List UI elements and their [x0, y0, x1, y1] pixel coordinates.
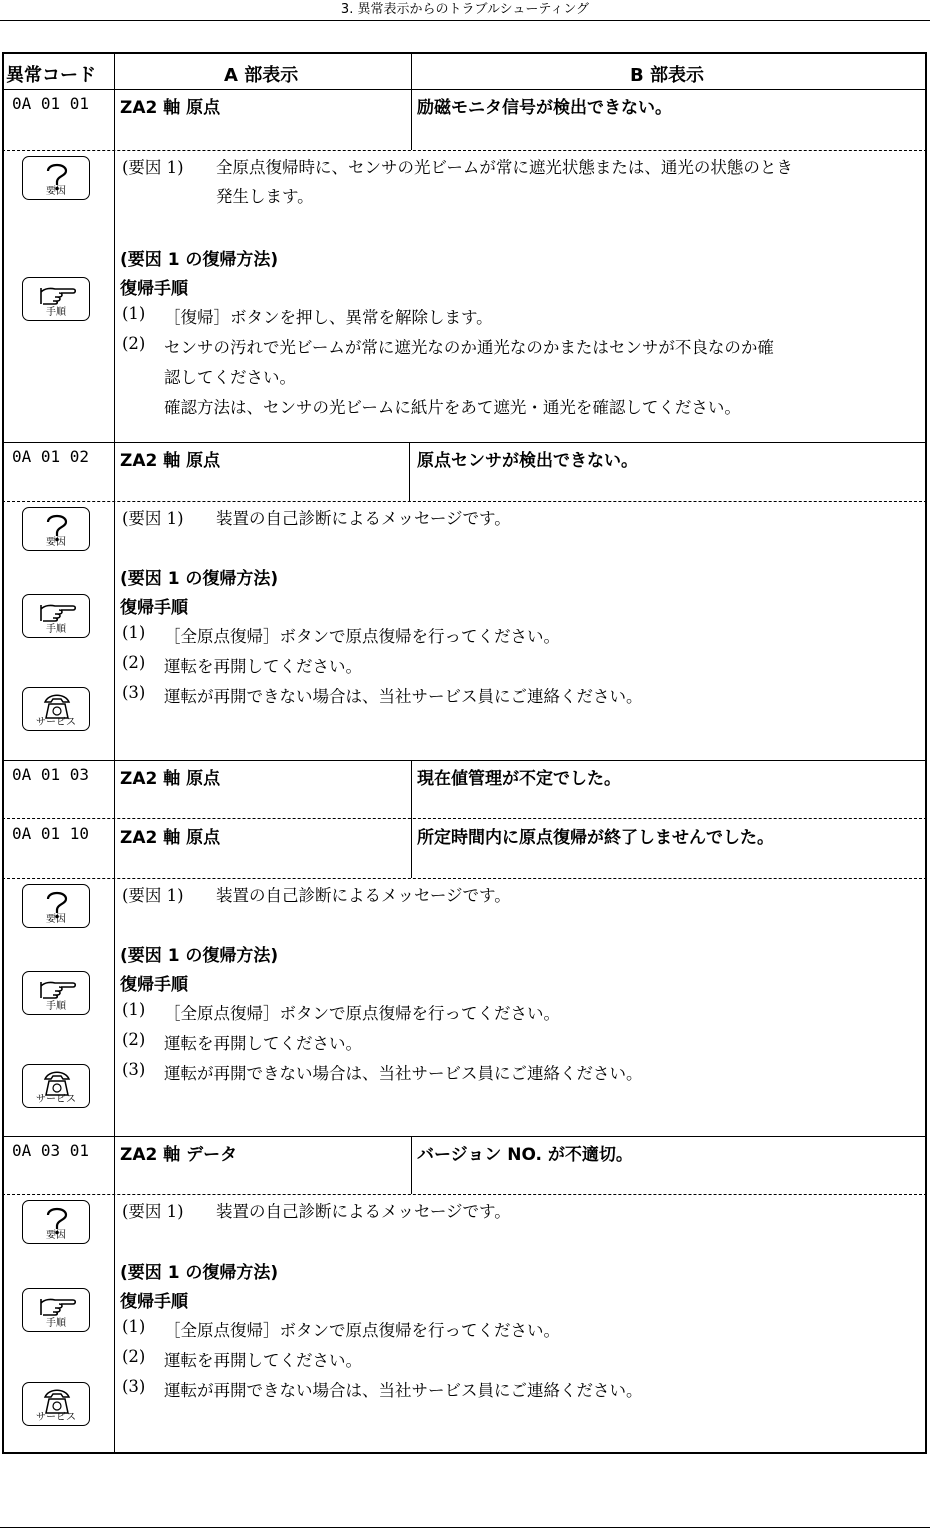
service-phone-icon: [22, 1064, 90, 1108]
entry-b-display: 原点センサが検出できない。: [417, 451, 638, 471]
cause-icon: [22, 507, 90, 551]
step-text: ［全原点復帰］ボタンで原点復帰を行ってください。: [164, 1321, 560, 1340]
step-number: (1): [122, 304, 146, 323]
step-number: (3): [122, 683, 146, 702]
method-title: (要因 1 の復帰方法): [120, 1263, 279, 1283]
procedure-icon-label: 手順: [46, 624, 66, 635]
service-phone-icon: [22, 687, 90, 731]
entry-code: 0A 01 02: [12, 447, 90, 466]
step-text: 運転を再開してください。: [164, 657, 362, 676]
method-title: (要因 1 の復帰方法): [120, 569, 279, 589]
step-number: (1): [122, 623, 146, 642]
step-number: (3): [122, 1060, 146, 1079]
entry-a-display: ZA2 軸 データ: [120, 1145, 238, 1165]
cause-tag: (要因 1): [122, 1202, 184, 1221]
cause-tag: (要因 1): [122, 509, 184, 528]
cause-text-continued: 発生します。: [216, 187, 314, 206]
cause-icon-label: 要因: [46, 1230, 66, 1241]
entry2-top-rule: [2, 442, 927, 443]
step-text: ［全原点復帰］ボタンで原点復帰を行ってください。: [164, 627, 560, 646]
column-divider-ab-5: [411, 1136, 412, 1194]
service-icon-label: サービス: [36, 1412, 76, 1423]
entry4-dashed-rule: [2, 878, 927, 879]
cause-icon: [22, 1200, 90, 1244]
method-title: (要因 1 の復帰方法): [120, 250, 279, 270]
step-number: (3): [122, 1377, 146, 1396]
entry5-dashed-rule: [2, 1194, 927, 1195]
entry1-dashed-rule: [2, 150, 927, 151]
procedure-title: 復帰手順: [120, 598, 188, 618]
method-title: (要因 1 の復帰方法): [120, 946, 279, 966]
step-text: 運転が再開できない場合は、当社サービス員にご連絡ください。: [164, 1064, 643, 1083]
cause-icon-label: 要因: [46, 914, 66, 925]
cause-text: 全原点復帰時に、センサの光ビームが常に遮光状態または、通光の状態のとき: [216, 158, 793, 177]
step-text-continued: 認してください。: [164, 368, 296, 387]
cause-icon-label: 要因: [46, 186, 66, 197]
entry5-top-rule: [2, 1136, 927, 1137]
cause-text: 装置の自己診断によるメッセージです。: [216, 1202, 511, 1221]
step-number: (1): [122, 1000, 146, 1019]
entry-code: 0A 03 01: [12, 1141, 90, 1160]
step-text: ［全原点復帰］ボタンで原点復帰を行ってください。: [164, 1004, 560, 1023]
column-header-code: 異常コード: [6, 65, 96, 86]
procedure-title: 復帰手順: [120, 1292, 188, 1312]
service-icon-label: サービス: [36, 1094, 76, 1105]
entry-code: 0A 01 10: [12, 824, 90, 843]
cause-icon: [22, 156, 90, 200]
column-divider-code: [114, 52, 115, 1454]
cause-tag: (要因 1): [122, 886, 184, 905]
procedure-icon-label: 手順: [46, 307, 66, 318]
entry-a-display: ZA2 軸 原点: [120, 98, 221, 118]
procedure-title: 復帰手順: [120, 279, 188, 299]
column-divider-ab-1: [411, 52, 412, 150]
entry-b-display: 励磁モニタ信号が検出できない。: [417, 98, 672, 118]
cause-icon: [22, 884, 90, 928]
step-number: (1): [122, 1317, 146, 1336]
page-header-title: 3. 異常表示からのトラブルシューティング: [340, 2, 590, 17]
entry3-top-rule: [2, 760, 927, 761]
cause-tag: (要因 1): [122, 158, 184, 177]
column-header-rule: [2, 89, 927, 90]
step-text-continued: 確認方法は、センサの光ビームに紙片をあて遮光・通光を確認してください。: [164, 398, 741, 417]
entry-a-display: ZA2 軸 原点: [120, 451, 221, 471]
service-icon-label: サービス: [36, 717, 76, 728]
service-phone-icon: [22, 1382, 90, 1426]
step-number: (2): [122, 653, 146, 672]
step-text: ［復帰］ボタンを押し、異常を解除します。: [164, 308, 493, 327]
entry-code: 0A 01 01: [12, 94, 90, 113]
entry4-dashed-top-rule: [2, 818, 927, 819]
step-text: 運転を再開してください。: [164, 1034, 362, 1053]
step-number: (2): [122, 1030, 146, 1049]
entry-code: 0A 01 03: [12, 765, 90, 784]
procedure-icon: [22, 1288, 90, 1332]
procedure-icon: [22, 971, 90, 1015]
procedure-icon: [22, 594, 90, 638]
step-text: 運転を再開してください。: [164, 1351, 362, 1370]
step-text: 運転が再開できない場合は、当社サービス員にご連絡ください。: [164, 687, 643, 706]
cause-text: 装置の自己診断によるメッセージです。: [216, 886, 511, 905]
step-number: (2): [122, 334, 146, 353]
step-text: 運転が再開できない場合は、当社サービス員にご連絡ください。: [164, 1381, 643, 1400]
cause-icon-label: 要因: [46, 537, 66, 548]
entry-b-display: バージョン NO. が不適切。: [417, 1145, 633, 1165]
footer-rule: [0, 1527, 930, 1528]
procedure-icon-label: 手順: [46, 1318, 66, 1329]
procedure-icon-label: 手順: [46, 1001, 66, 1012]
entry2-dashed-rule: [2, 501, 927, 502]
column-header-a: A 部表示: [224, 65, 299, 86]
column-divider-ab-3: [411, 760, 412, 878]
step-text: センサの汚れで光ビームが常に遮光なのか通光なのかまたはセンサが不良なのか確: [164, 338, 774, 357]
procedure-title: 復帰手順: [120, 975, 188, 995]
column-header-b: B 部表示: [630, 65, 704, 86]
entry-a-display: ZA2 軸 原点: [120, 828, 221, 848]
entry-a-display: ZA2 軸 原点: [120, 769, 221, 789]
entry-b-display: 現在値管理が不定でした。: [417, 769, 621, 789]
procedure-icon: [22, 277, 90, 321]
cause-text: 装置の自己診断によるメッセージです。: [216, 509, 511, 528]
step-number: (2): [122, 1347, 146, 1366]
column-divider-ab-2: [409, 442, 410, 501]
entry-b-display: 所定時間内に原点復帰が終了しませんでした。: [417, 828, 774, 848]
header-rule: [0, 20, 930, 21]
